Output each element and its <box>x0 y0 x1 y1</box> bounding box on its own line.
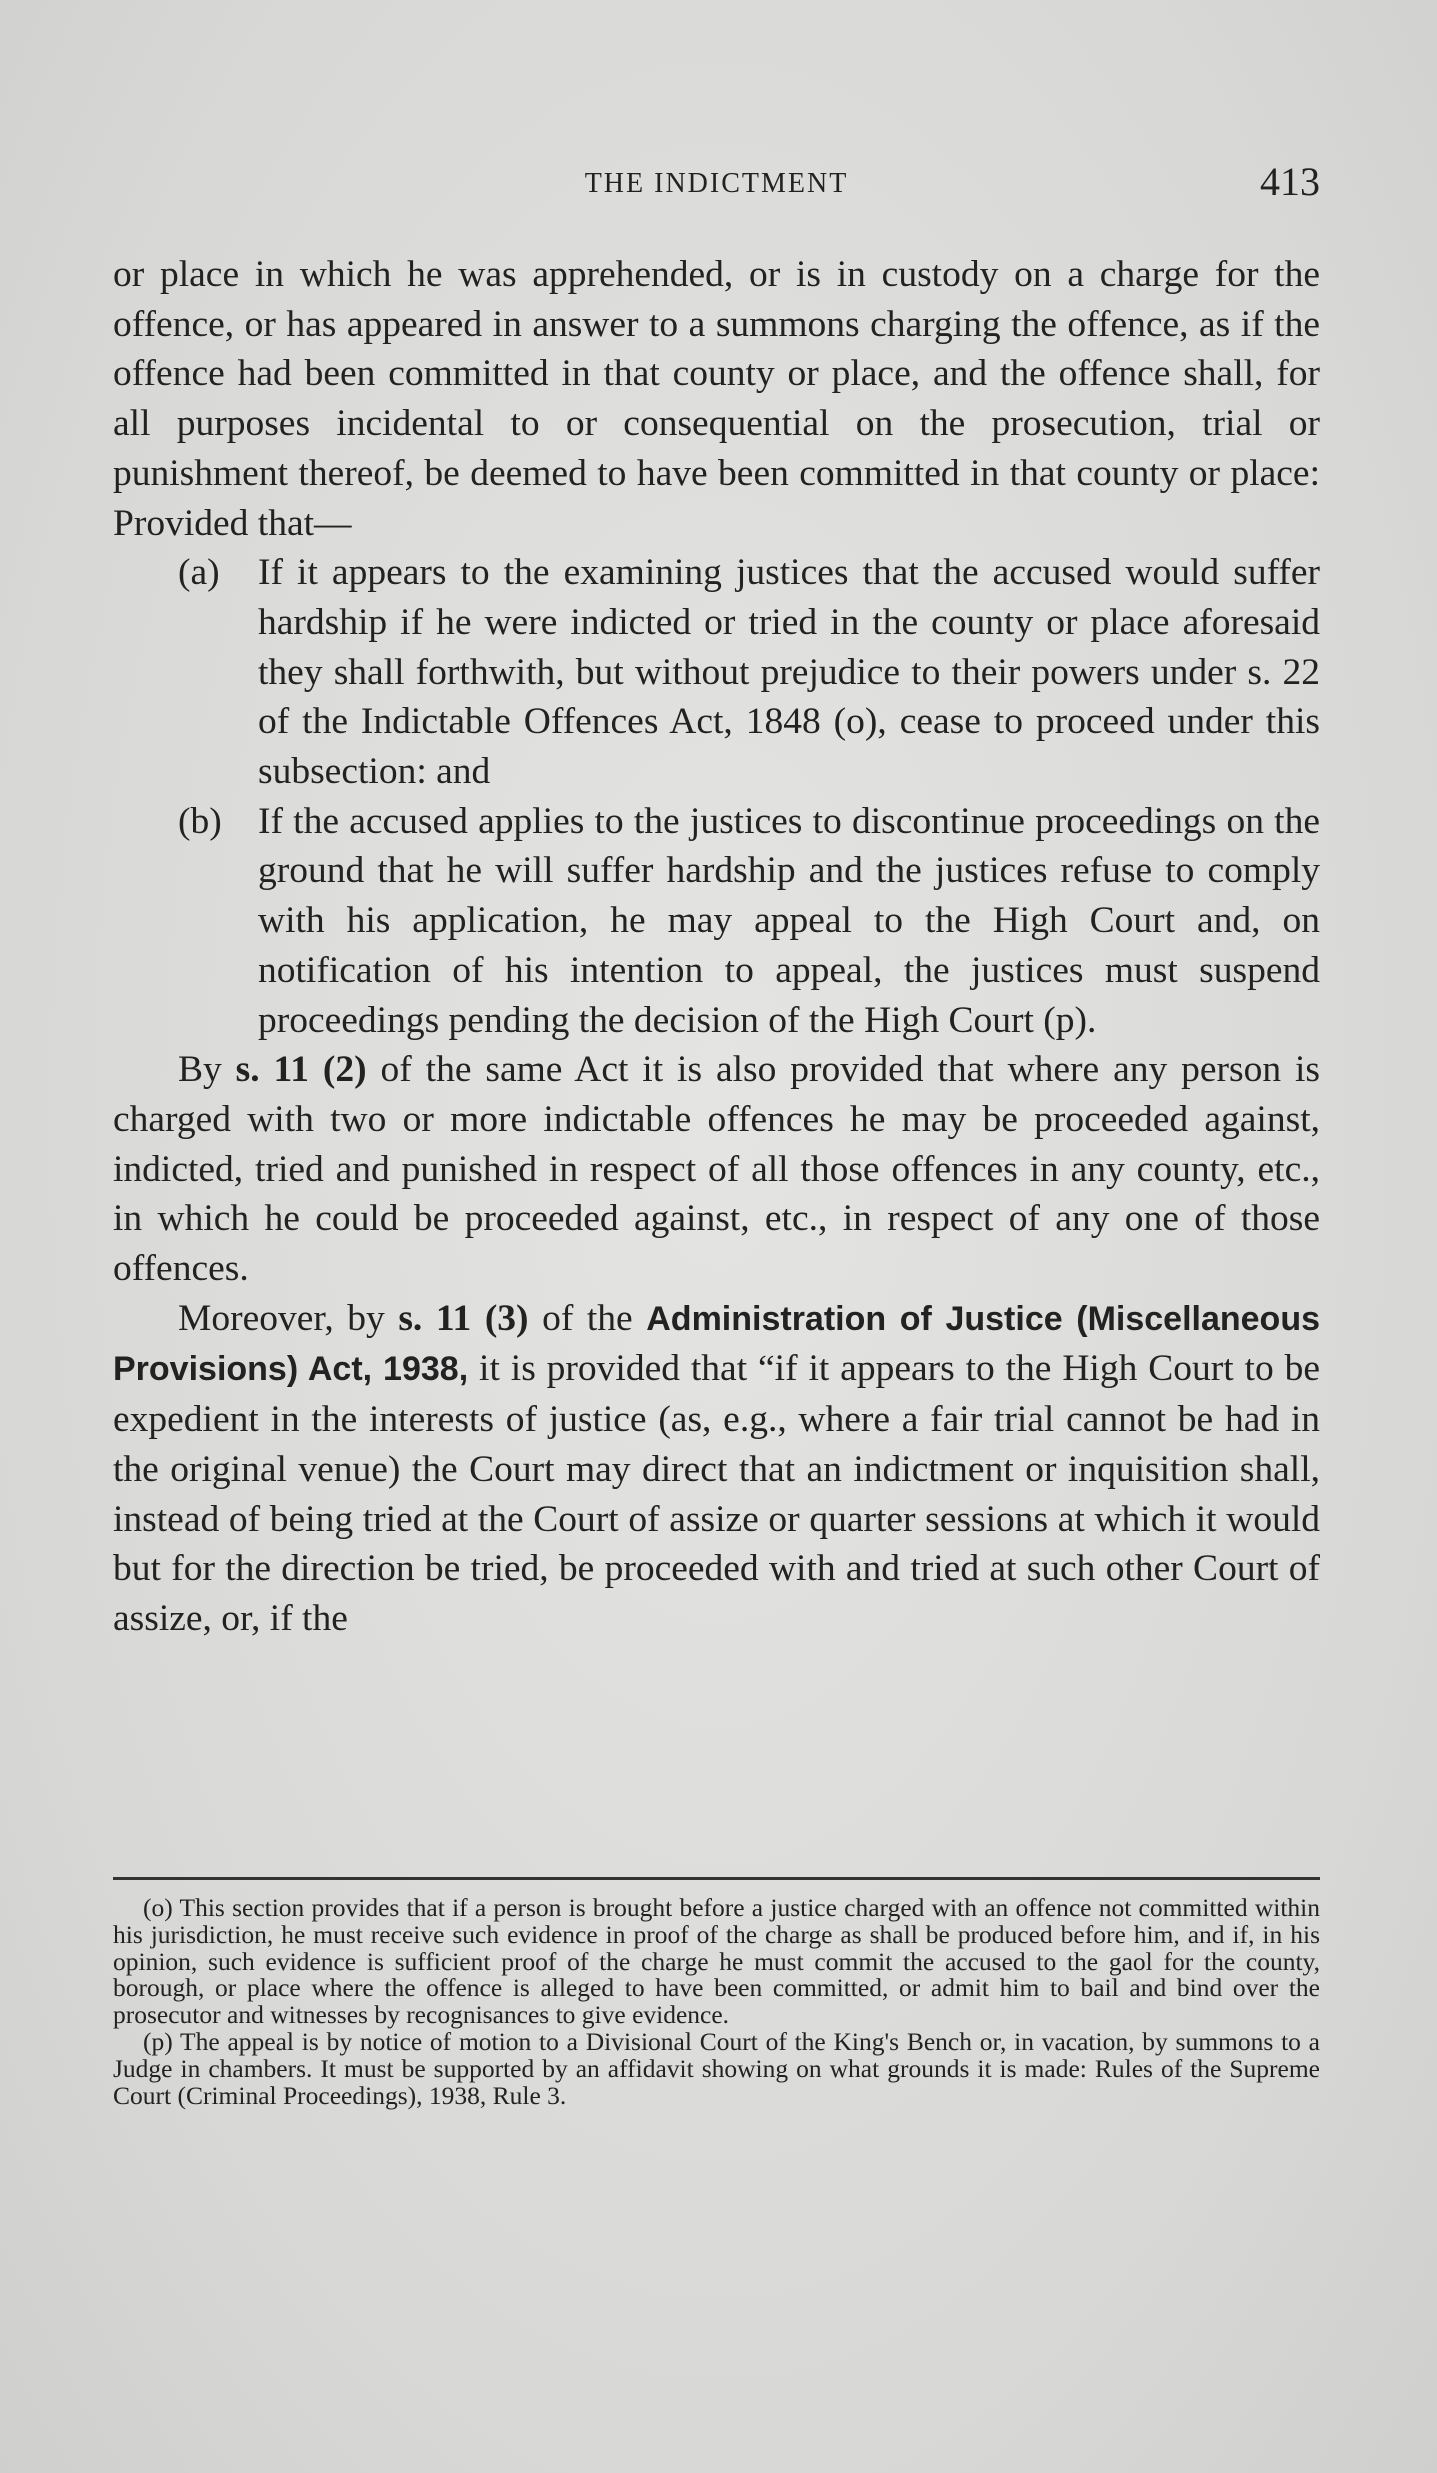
section-ref-11-3: s. 11 (3) <box>398 1297 529 1339</box>
paragraph-section-11-3 <box>113 1294 1320 1644</box>
proviso-label-a: (a) <box>178 552 220 594</box>
paragraph-continued: or place in which he was apprehended, or is in custody on a charge for the offence, or has appeared in answer to a summons charging the offence, as if the offence had been committed in that county or place, and the offence shall, for all purposes incidental to or consequential on the prosecution, trial or punishment thereof, be deemed to have been committed in that county or place: Provided that— <box>113 254 1320 544</box>
para3-of: of the <box>542 1297 633 1339</box>
proviso-text-b: If the accused applies to the justices to discontinue proceedings on the ground that he will suffer hardship and the justices refuse to comply with his application, he may appeal to the High Court and, on notification of his intention to appeal, the justices must suspend proceedings pending the decision of the High Court (p). <box>258 800 1320 1041</box>
para2-rest: of the same Act it is also provided that where any person is charged with two or more indictable offences he may be proceeded against, indicted, tried and punished in respect of all those offences in any county, etc., in which he could be proceeded against, etc., in respect of any one of those offences. <box>113 1049 1321 1290</box>
section-ref-11-2: s. 11 (2) <box>235 1049 367 1091</box>
page-header <box>113 158 1320 208</box>
para3-rest: it is provided that “if it appears to the High Court to be expedient in the interests of justice (as, e.g., where a fair trial cannot be had in the original venue) the Court may direct that an indictment or inquisition shall, instead of being tried at the Court of assize or quarter sessions at which it would but for the direction be tried, be proceeded with and tried at such other Court of assize, or, if the <box>113 1348 1321 1639</box>
act-name: Administration of Justice (Miscellaneous Provisions) Act, 1938, <box>113 1299 1321 1389</box>
paragraph-section-11-2 <box>113 1045 1320 1294</box>
para3-start: Moreover, by <box>178 1297 385 1339</box>
proviso-item-a <box>113 548 1320 797</box>
proviso-item-b <box>113 797 1320 1046</box>
proviso-label-b: (b) <box>178 800 222 842</box>
footnote-o: (o) This section provides that if a person is brought before a justice charged with an offence not committed within his jurisdiction, he must receive such evidence in proof of the charge as shall be produced before him, and if, in his opinion, such evidence is sufficient proof of the charge he must commit the accused to the gaol for the county, borough, or place where the offence is alleged to have been committed, or admit him to bail and bind over the prosecutor and witnesses by recognisances to give evidence. <box>113 1893 1320 2030</box>
para2-start: By <box>178 1049 222 1091</box>
proviso-text-a: If it appears to the examining justices that the accused would suffer hardship if he were indicted or tried in the county or place aforesaid they shall forthwith, but without prejudice to their powers under s. 22 of the Indictable Offences Act, 1848 (o), cease to proceed under this subsection: and <box>258 552 1320 793</box>
running-head: THE INDICTMENT <box>584 168 849 199</box>
page-number: 413 <box>1260 159 1320 204</box>
footnotes <box>113 1895 1320 2109</box>
footnote-p: (p) The appeal is by notice of motion to a Divisional Court of the King's Bench or, in vacation, by summons to a Judge in chambers. It must be supported by an affidavit showing on what grounds it is made: Rules of the Supreme Court (Criminal Proceedings), 1938, Rule 3. <box>113 2026 1320 2110</box>
body-text <box>113 250 1320 1644</box>
footnote-rule <box>113 1877 1320 1880</box>
